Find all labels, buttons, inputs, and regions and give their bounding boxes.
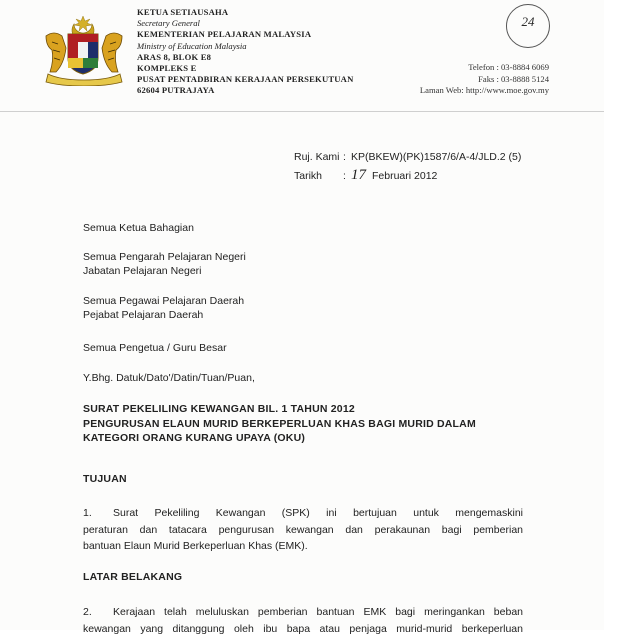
separator: :: [338, 148, 351, 167]
reference-label: Ruj. Kami: [294, 148, 338, 167]
paragraph-line: peraturan dan tatacara pengurusan kewangan dan perakaunan bagi pemberian: [83, 522, 523, 539]
letterhead-ministry: KEMENTERIAN PELAJARAN MALAYSIA: [137, 29, 417, 40]
recipient-group: [83, 221, 523, 235]
section-heading: LATAR BELAKANG: [83, 570, 523, 584]
website-link[interactable]: Laman Web: http://www.moe.gov.my: [420, 85, 549, 97]
subject-block: [83, 402, 523, 446]
paragraph-number: 2.: [83, 604, 113, 621]
telephone-number: Telefon : 03-8884 6069: [420, 62, 549, 74]
separator: :: [338, 167, 351, 186]
paragraph-2: [83, 604, 523, 637]
letterhead-title: KETUA SETIAUSAHA: [137, 7, 417, 18]
letterhead-address-line: KOMPLEKS E: [137, 63, 417, 74]
date-label: Tarikh: [294, 167, 338, 186]
paragraph-line: Kerajaan telah meluluskan pemberian bantuan EMK bagi meringankan beban: [113, 606, 523, 618]
letterhead: [137, 7, 417, 97]
subject-line: SURAT PEKELILING KEWANGAN BIL. 1 TAHUN 2012: [83, 402, 523, 417]
section-heading: TUJUAN: [83, 472, 523, 486]
salutation: Y.Bhg. Datuk/Dato'/Datin/Tuan/Puan,: [83, 371, 523, 385]
malaysia-coat-of-arms-logo: [40, 14, 128, 86]
reference-block: [294, 148, 521, 186]
letterhead-address-line: 62604 PUTRAJAYA: [137, 85, 417, 96]
recipient-line: Semua Pengetua / Guru Besar: [83, 341, 523, 355]
handwritten-day: 17: [351, 167, 366, 186]
subject-line: PENGURUSAN ELAUN MURID BERKEPERLUAN KHAS BAGI MURID DALAM: [83, 417, 523, 432]
paragraph-1: [83, 505, 523, 555]
recipient-line: Pejabat Pelajaran Daerah: [83, 308, 523, 322]
letterhead-subtitle: Secretary General: [137, 18, 417, 29]
letterhead-address-line: PUSAT PENTADBIRAN KERAJAAN PERSEKUTUAN: [137, 74, 417, 85]
date-month-year: Februari 2012: [372, 167, 437, 186]
reference-number: KP(BKEW)(PK)1587/6/A-4/JLD.2 (5): [351, 148, 521, 167]
recipient-line: Jabatan Pelajaran Negeri: [83, 264, 523, 278]
paragraph-line: kewangan yang ditanggung oleh ibu bapa atau penjaga murid-murid berkeperluan: [83, 621, 523, 637]
letterhead-address-line: ARAS 8, BLOK E8: [137, 52, 417, 63]
paragraph-line: bantuan Elaun Murid Berkeperluan Khas (EMK).: [83, 538, 523, 555]
recipient-group: [83, 250, 523, 278]
recipient-line: Semua Pengarah Pelajaran Negeri: [83, 250, 523, 264]
page-margin: [604, 0, 639, 630]
recipient-group: [83, 294, 523, 322]
paragraph-number: 1.: [83, 505, 113, 522]
stamp-number: 24: [507, 14, 549, 30]
recipient-group: [83, 341, 523, 355]
contact-details: [420, 62, 549, 97]
paragraph-line: Surat Pekeliling Kewangan (SPK) ini bertujuan untuk mengemaskini: [113, 507, 523, 519]
recipient-line: Semua Ketua Bahagian: [83, 221, 523, 235]
letterhead-ministry-en: Ministry of Education Malaysia: [137, 41, 417, 52]
subject-line: KATEGORI ORANG KURANG UPAYA (OKU): [83, 431, 523, 446]
recipient-line: Semua Pegawai Pelajaran Daerah: [83, 294, 523, 308]
file-number-stamp: [506, 4, 550, 48]
letterhead-divider: [0, 111, 604, 112]
fax-number: Faks : 03-8888 5124: [420, 74, 549, 86]
